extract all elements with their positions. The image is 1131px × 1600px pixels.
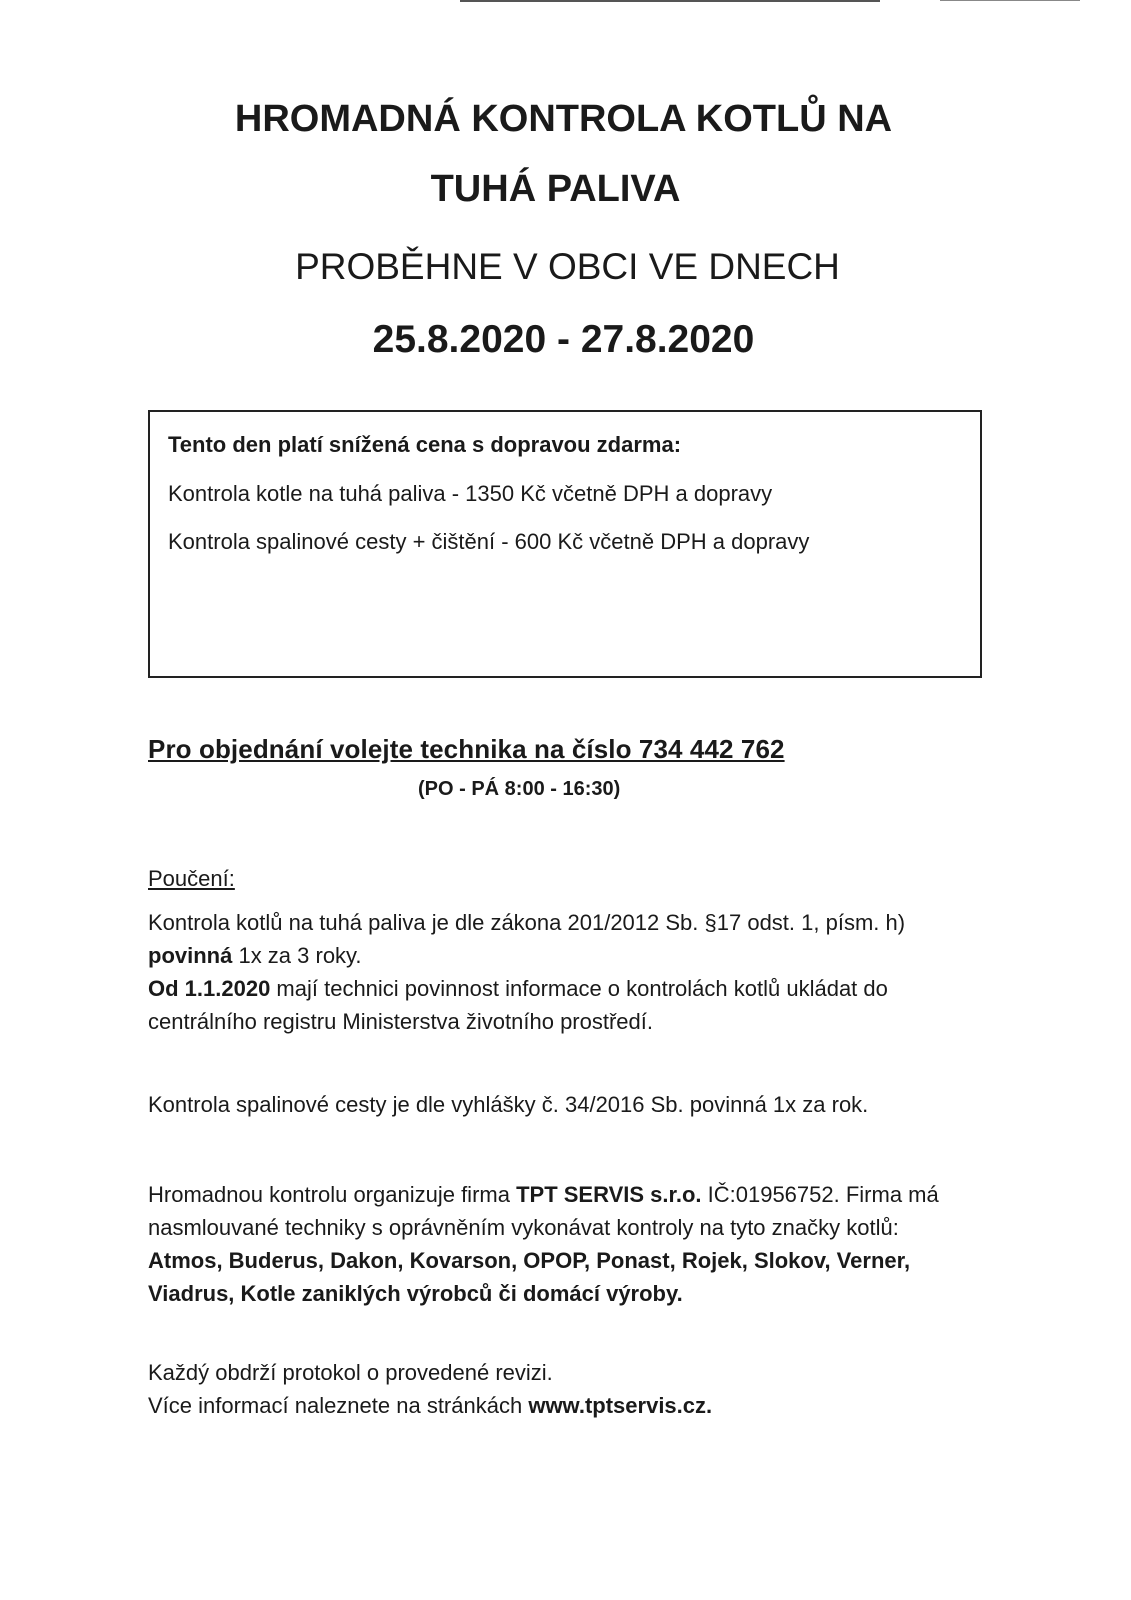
organizer-company: TPT SERVIS s.r.o. xyxy=(516,1182,702,1207)
inspection-dates: 25.8.2020 - 27.8.2020 xyxy=(372,318,755,361)
organizer-text-2: IČ:01956752. Firma má nasmlouvané techniky s oprávněním vykonávat kontroly na tyto značky kotlů: xyxy=(148,1182,939,1240)
website-link: www.tptservis.cz. xyxy=(528,1393,713,1418)
title-line-2: TUHÁ PALIVA xyxy=(430,168,681,210)
organizer-brands: Atmos, Buderus, Dakon, Kovarson, OPOP, Ponast, Rojek, Slokov, Verner, Viadrus, Kotle zaniklých výrobců či domácí výroby. xyxy=(148,1248,911,1306)
organizer-text-1: Hromadnou kontrolu organizuje firma xyxy=(148,1182,517,1207)
scan-edge-line xyxy=(460,0,880,2)
closing-paragraph xyxy=(148,1356,968,1422)
boilers-text-2: 1x za 3 roky. xyxy=(232,943,362,968)
scan-edge-line-right xyxy=(940,0,1080,1)
boilers-bold-date: Od 1.1.2020 xyxy=(148,976,271,1001)
title-line-1: HROMADNÁ KONTROLA KOTLŮ NA xyxy=(234,98,893,140)
price-item-flue: Kontrola spalinové cesty + čištění - 600 Kč včetně DPH a dopravy xyxy=(168,529,810,554)
price-box xyxy=(148,410,982,678)
price-box-heading: Tento den platí snížená cena s dopravou zdarma: xyxy=(168,432,682,457)
office-hours: (PO - PÁ 8:00 - 16:30) xyxy=(418,778,621,800)
closing-line-2: Více informací naleznete na stránkách xyxy=(148,1393,529,1418)
boilers-text-1: Kontrola kotlů na tuhá paliva je dle zákona 201/2012 Sb. §17 odst. 1, písm. h) xyxy=(148,910,906,935)
notice-label: Poučení: xyxy=(148,866,235,891)
price-item-boiler: Kontrola kotle na tuhá paliva - 1350 Kč včetně DPH a dopravy xyxy=(168,481,773,506)
boilers-text-3: mají technici povinnost informace o kontrolách kotlů ukládat do centrálního registru Ministerstva životního prostředí. xyxy=(148,976,888,1034)
organizer-paragraph xyxy=(148,1178,968,1310)
subtitle: PROBĚHNE V OBCI VE DNECH xyxy=(295,246,840,287)
closing-line-1: Každý obdrží protokol o provedené revizi. xyxy=(148,1360,553,1385)
notice-flue-paragraph: Kontrola spalinové cesty je dle vyhlášky č. 34/2016 Sb. povinná 1x za rok. xyxy=(148,1092,869,1117)
boilers-bold-mandatory: povinná xyxy=(148,943,233,968)
order-phone-line: Pro objednání volejte technika na číslo 734 442 762 xyxy=(148,734,785,764)
notice-boilers-paragraph xyxy=(148,906,968,1038)
